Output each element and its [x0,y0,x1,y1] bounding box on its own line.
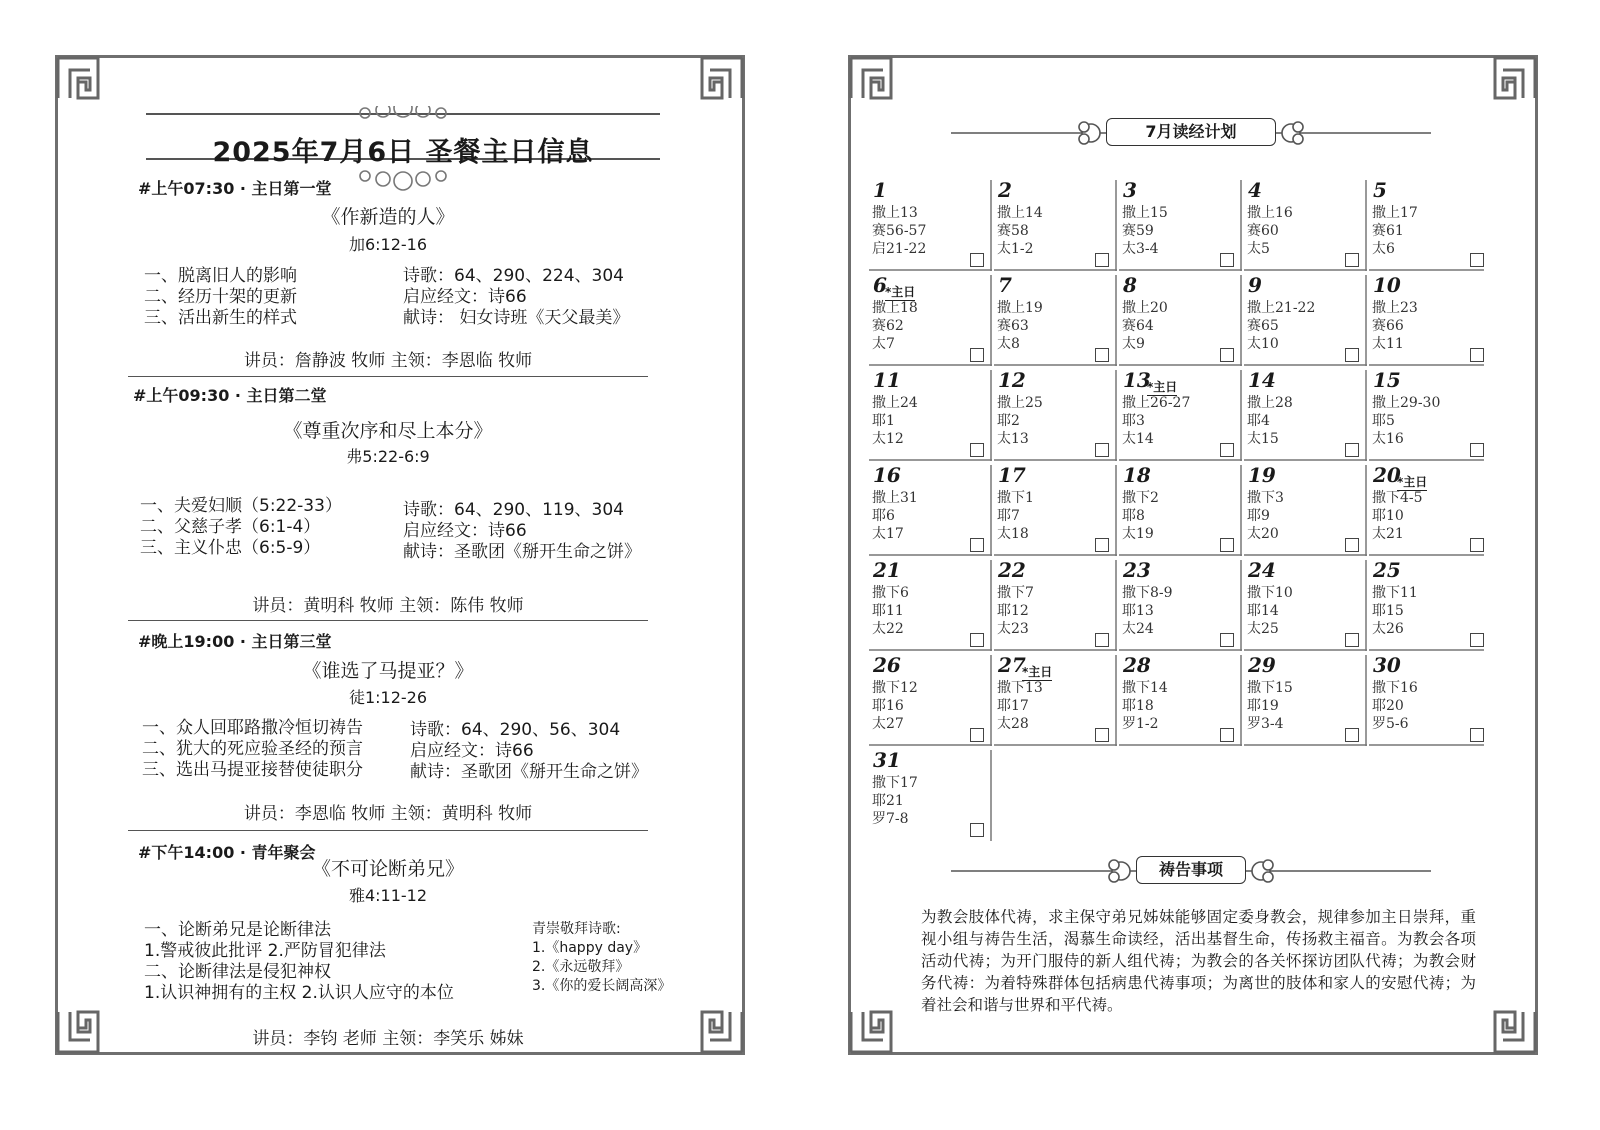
reading-ref: 撒下15 [1247,680,1293,696]
reading-ref: 撒下6 [872,585,909,601]
speaker-leader: 讲员：黄明科 牧师 主领：陈伟 牧师 [252,596,524,616]
reading-ref: 赛61 [1372,223,1404,239]
reading-ref: 耶8 [1122,508,1145,524]
day-number: 8 [1123,273,1137,297]
day-number: 7 [998,273,1012,297]
responsive-reading: 启应经文：诗66 [403,521,527,541]
done-checkbox[interactable] [970,253,984,267]
calendar-days [869,178,1484,848]
reading-ref: 撒下8-9 [1122,585,1173,601]
calendar-day-4 [1244,178,1369,273]
reading-ref: 撒上14 [997,205,1043,221]
speaker-leader: 讲员：李钧 老师 主领：李笑乐 姊妹 [252,1029,524,1049]
outline-point: 三、选出马提亚接替使徒职分 [142,760,363,780]
reading-ref: 太23 [997,621,1029,637]
reading-ref: 撒下7 [997,585,1034,601]
calendar-day-6 [869,273,994,368]
outline-point: 二、犹大的死应验圣经的预言 [142,739,363,759]
sermon-outline [144,266,297,329]
fret-corner-ornament [845,52,897,104]
reading-ref: 太3-4 [1122,241,1159,257]
calendar-day-26 [869,653,994,748]
anthem: 献诗：圣歌团《掰开生命之饼》 [403,542,641,562]
reading-ref: 耶7 [997,508,1020,524]
reading-ref: 耶6 [872,508,895,524]
reading-ref: 撒上17 [1372,205,1418,221]
done-checkbox[interactable] [1470,728,1484,742]
reading-ref: 耶20 [1372,698,1404,714]
calendar-day-24 [1244,558,1369,653]
reading-ref: 太22 [872,621,904,637]
fret-corner-ornament [52,52,104,104]
responsive-reading: 启应经文：诗66 [410,741,534,761]
sunday-info-page [55,55,745,1055]
section-divider [128,376,648,377]
calendar-day-31 [869,748,994,843]
scripture-ref: 弗5:22-6:9 [346,447,430,466]
sunday-tag: *主日 [1147,380,1178,394]
reading-ref: 太13 [997,431,1029,447]
done-checkbox[interactable] [1345,443,1359,457]
done-checkbox[interactable] [1345,633,1359,647]
reading-ref: 撒下2 [1122,490,1159,506]
sermon-outline [142,718,363,781]
outline-point: 二、论断律法是侵犯神权 [144,962,331,982]
calendar-day-21 [869,558,994,653]
reading-ref: 撒下12 [872,680,918,696]
calendar-day-29 [1244,653,1369,748]
done-checkbox[interactable] [1220,538,1234,552]
sermon-title: 《谁选了马提亚？》 [302,660,474,682]
reading-ref: 撒下13 [997,680,1043,696]
done-checkbox[interactable] [970,728,984,742]
outline-point: 一、脱离旧人的影响 [144,266,297,286]
service-heading: #上午07:30 · 主日第一堂 [138,179,332,198]
done-checkbox[interactable] [970,348,984,362]
reading-ref: 太10 [1247,336,1279,352]
hymn-list [403,500,641,563]
reading-ref: 太28 [997,716,1029,732]
hymn-list [410,720,648,783]
day-number: 4 [1248,178,1262,202]
day-number: 31 [873,748,901,772]
fret-corner-ornament [696,52,748,104]
done-checkbox[interactable] [1220,348,1234,362]
reading-ref: 太16 [1372,431,1404,447]
day-number: 30 [1373,653,1401,677]
scripture-ref: 加6:12-16 [348,235,428,254]
reading-ref: 耶5 [1372,413,1395,429]
scripture-ref: 徒1:12-26 [348,688,428,707]
calendar-day-16 [869,463,994,558]
hymn-list [403,266,629,329]
reading-ref: 太8 [997,336,1020,352]
responsive-reading: 启应经文：诗66 [403,287,527,307]
reading-ref: 耶4 [1247,413,1270,429]
done-checkbox[interactable] [1220,728,1234,742]
reading-ref: 撒下1 [997,490,1034,506]
calendar-day-25 [1369,558,1494,653]
done-checkbox[interactable] [1220,253,1234,267]
calendar-day-28 [1119,653,1244,748]
done-checkbox[interactable] [1095,728,1109,742]
speaker-leader: 讲员：李恩临 牧师 主领：黄明科 牧师 [243,804,533,824]
calendar-day-23 [1119,558,1244,653]
reading-ref: 赛60 [1247,223,1279,239]
calendar-day-9 [1244,273,1369,368]
done-checkbox[interactable] [970,823,984,837]
reading-ref: 撒上31 [872,490,918,506]
done-checkbox[interactable] [1095,348,1109,362]
worship-song: 3.《你的爱长阔高深》 [532,978,672,994]
reading-ref: 太11 [1372,336,1404,352]
calendar-day-1 [869,178,994,273]
fret-corner-ornament [845,1006,897,1058]
reading-ref: 太5 [1247,241,1270,257]
reading-ref: 耶3 [1122,413,1145,429]
reading-plan-banner [951,118,1431,148]
sunday-tag: *主日 [885,285,916,299]
reading-ref: 撒上15 [1122,205,1168,221]
reading-ref: 赛64 [1122,318,1154,334]
calendar-day-20 [1369,463,1494,558]
reading-ref: 耶9 [1247,508,1270,524]
reading-plan-title: 7月读经计划 [1106,118,1276,146]
calendar-day-5 [1369,178,1494,273]
reading-ref: 赛65 [1247,318,1279,334]
outline-point: 1.警戒彼此批评 2.严防冒犯律法 [144,941,386,961]
sermon-outline [144,920,454,1004]
outline-point: 一、夫爱妇顺（5:22-33） [140,496,342,516]
fret-corner-ornament [696,1006,748,1058]
day-number: 24 [1248,558,1276,582]
outline-point: 三、主义仆忠（6:5-9） [140,538,321,558]
calendar-day-30 [1369,653,1494,748]
reading-ref: 撒下14 [1122,680,1168,696]
day-number: 1 [873,178,887,202]
reading-ref: 撒下11 [1372,585,1418,601]
done-checkbox[interactable] [1220,443,1234,457]
done-checkbox[interactable] [1470,348,1484,362]
service-heading: #上午09:30 · 主日第二堂 [133,386,327,405]
outline-point: 一、众人回耶路撒冷恒切祷告 [142,718,363,738]
reading-ref: 撒上24 [872,395,918,411]
sunday-tag: *主日 [1397,475,1428,489]
reading-ref: 耶15 [1372,603,1404,619]
reading-ref: 耶2 [997,413,1020,429]
reading-ref: 撒上28 [1247,395,1293,411]
calendar-day-18 [1119,463,1244,558]
outline-point: 一、论断弟兄是论断律法 [144,920,331,940]
day-number: 16 [873,463,901,487]
day-number: 26 [873,653,901,677]
reading-ref: 赛62 [872,318,904,334]
fret-corner-ornament [1489,52,1541,104]
calendar-day-12 [994,368,1119,463]
reading-ref: 撒上26-27 [1122,395,1191,411]
done-checkbox[interactable] [1470,253,1484,267]
day-number: 23 [1123,558,1151,582]
reading-ref: 太20 [1247,526,1279,542]
reading-ref: 撒上19 [997,300,1043,316]
reading-ref: 撒上18 [872,300,918,316]
done-checkbox[interactable] [1345,538,1359,552]
day-number: 10 [1373,273,1401,297]
reading-ref: 耶21 [872,793,904,809]
reading-ref: 撒下10 [1247,585,1293,601]
reading-ref: 太27 [872,716,904,732]
day-number: 5 [1373,178,1387,202]
done-checkbox[interactable] [1345,348,1359,362]
done-checkbox[interactable] [970,633,984,647]
day-number: 21 [873,558,901,582]
reading-ref: 耶14 [1247,603,1279,619]
reading-ref: 耶12 [997,603,1029,619]
reading-ref: 撒下16 [1372,680,1418,696]
calendar-day-27 [994,653,1119,748]
day-number: 6 [873,273,887,297]
reading-ref: 太24 [1122,621,1154,637]
reading-ref: 太15 [1247,431,1279,447]
reading-ref: 罗3-4 [1247,716,1284,732]
reading-ref: 启21-22 [872,241,927,257]
reading-ref: 太9 [1122,336,1145,352]
hymns: 诗歌：64、290、56、304 [410,720,621,740]
day-number: 28 [1123,653,1151,677]
calendar-day-3 [1119,178,1244,273]
reading-ref: 太25 [1247,621,1279,637]
day-number: 2 [998,178,1012,202]
calendar-day-15 [1369,368,1494,463]
prayer-title: 祷告事项 [1136,856,1246,884]
reading-ref: 耶17 [997,698,1029,714]
reading-ref: 太12 [872,431,904,447]
fret-corner-ornament [1489,1006,1541,1058]
prayer-requests: 为教会肢体代祷，求主保守弟兄姊妹能够固定委身教会，规律参加主日崇拜，重视小组与祷告生活，渴慕生命读经，活出基督生命，传扬救主福音。为教会各项活动代祷；为开门服侍的新人组代祷；为教会的各关怀探访团队代祷；为教会财务代祷：为着特殊群体包括病患代祷事项；为离世的肢体和家人的安慰代祷；为着社会和谐与世界和平代祷。 [921,908,1476,1014]
calendar-day-13 [1119,368,1244,463]
calendar-day-14 [1244,368,1369,463]
sermon-title: 《作新造的人》 [321,206,455,228]
anthem: 献诗： 妇女诗班《天父最美》 [403,308,630,328]
done-checkbox[interactable] [1470,633,1484,647]
reading-plan-page [848,55,1538,1055]
reading-ref: 撒上21-22 [1247,300,1316,316]
reading-ref: 太21 [1372,526,1404,542]
done-checkbox[interactable] [1095,253,1109,267]
calendar-day-11 [869,368,994,463]
reading-ref: 撒上29-30 [1372,395,1441,411]
day-number: 17 [998,463,1026,487]
done-checkbox[interactable] [1345,253,1359,267]
day-number: 22 [998,558,1026,582]
scripture-ref: 雅4:11-12 [348,886,428,905]
calendar-day-2 [994,178,1119,273]
day-number: 18 [1123,463,1151,487]
sermon-outline [140,496,342,559]
done-checkbox[interactable] [1095,633,1109,647]
reading-ref: 罗5-6 [1372,716,1409,732]
reading-ref: 赛63 [997,318,1029,334]
day-number: 3 [1123,178,1137,202]
done-checkbox[interactable] [1095,538,1109,552]
reading-ref: 太6 [1372,241,1395,257]
outline-point: 二、父慈子孝（6:1-4） [140,517,321,537]
reading-ref: 撒上23 [1372,300,1418,316]
day-number: 12 [998,368,1026,392]
calendar-day-22 [994,558,1119,653]
reading-ref: 太1-2 [997,241,1034,257]
day-number: 11 [873,368,901,392]
day-number: 14 [1248,368,1276,392]
service-heading: #下午14:00 · 青年聚会 [138,843,316,862]
done-checkbox[interactable] [970,538,984,552]
fret-corner-ornament [52,1006,104,1058]
reading-ref: 撒上16 [1247,205,1293,221]
done-checkbox[interactable] [1220,633,1234,647]
reading-ref: 太26 [1372,621,1404,637]
done-checkbox[interactable] [1470,538,1484,552]
worship-songs-title: 青崇敬拜诗歌: [532,921,621,937]
calendar-day-7 [994,273,1119,368]
sermon-title: 《不可论断弟兄》 [311,858,464,880]
calendar-day-8 [1119,273,1244,368]
day-number: 19 [1248,463,1276,487]
done-checkbox[interactable] [970,443,984,457]
done-checkbox[interactable] [1095,443,1109,457]
service-heading: #晚上19:00 · 主日第三堂 [138,632,332,651]
reading-ref: 耶11 [872,603,904,619]
worship-song: 2.《永远敬拜》 [532,959,630,975]
reading-ref: 赛58 [997,223,1029,239]
reading-ref: 耶1 [872,413,895,429]
youth-worship-songs [532,920,671,996]
reading-ref: 赛59 [1122,223,1154,239]
day-number: 15 [1373,368,1401,392]
reading-ref: 耶13 [1122,603,1154,619]
anthem: 献诗：圣歌团《掰开生命之饼》 [410,762,648,782]
worship-song: 1.《happy day》 [532,940,648,956]
reading-ref: 太14 [1122,431,1154,447]
reading-ref: 太7 [872,336,895,352]
calendar-day-17 [994,463,1119,558]
day-number: 20 [1373,463,1401,487]
reading-ref: 撒上13 [872,205,918,221]
day-number: 27 [998,653,1026,677]
reading-ref: 赛66 [1372,318,1404,334]
reading-ref: 撒下17 [872,775,918,791]
reading-ref: 太19 [1122,526,1154,542]
reading-ref: 太17 [872,526,904,542]
sermon-title: 《尊重次序和尽上本分》 [283,420,493,442]
reading-ref: 罗1-2 [1122,716,1159,732]
outline-point: 1.认识神拥有的主权 2.认识人应守的本位 [144,983,454,1003]
day-number: 29 [1248,653,1276,677]
hymns: 诗歌：64、290、224、304 [403,266,624,286]
day-number: 13 [1123,368,1151,392]
reading-ref: 耶18 [1122,698,1154,714]
hymns: 诗歌：64、290、119、304 [403,500,624,520]
reading-ref: 罗7-8 [872,811,909,827]
reading-ref: 耶19 [1247,698,1279,714]
speaker-leader: 讲员：詹静波 牧师 主领：李恩临 牧师 [243,351,533,371]
sunday-tag: *主日 [1022,665,1053,679]
reading-ref: 撒上20 [1122,300,1168,316]
outline-point: 三、活出新生的样式 [144,308,297,328]
page-title: 2025年7月6日 圣餐主日信息 [212,137,594,168]
reading-ref: 太18 [997,526,1029,542]
day-number: 25 [1373,558,1401,582]
done-checkbox[interactable] [1345,728,1359,742]
done-checkbox[interactable] [1470,443,1484,457]
outline-point: 二、经历十架的更新 [144,287,297,307]
reading-ref: 赛56-57 [872,223,927,239]
section-divider [128,620,648,621]
reading-ref: 撒上25 [997,395,1043,411]
reading-ref: 撒下4-5 [1372,490,1423,506]
calendar-day-10 [1369,273,1494,368]
prayer-banner [951,856,1431,886]
reading-ref: 耶10 [1372,508,1404,524]
reading-ref: 撒下3 [1247,490,1284,506]
reading-ref: 耶16 [872,698,904,714]
section-divider [128,830,648,831]
day-number: 9 [1248,273,1262,297]
calendar-day-19 [1244,463,1369,558]
